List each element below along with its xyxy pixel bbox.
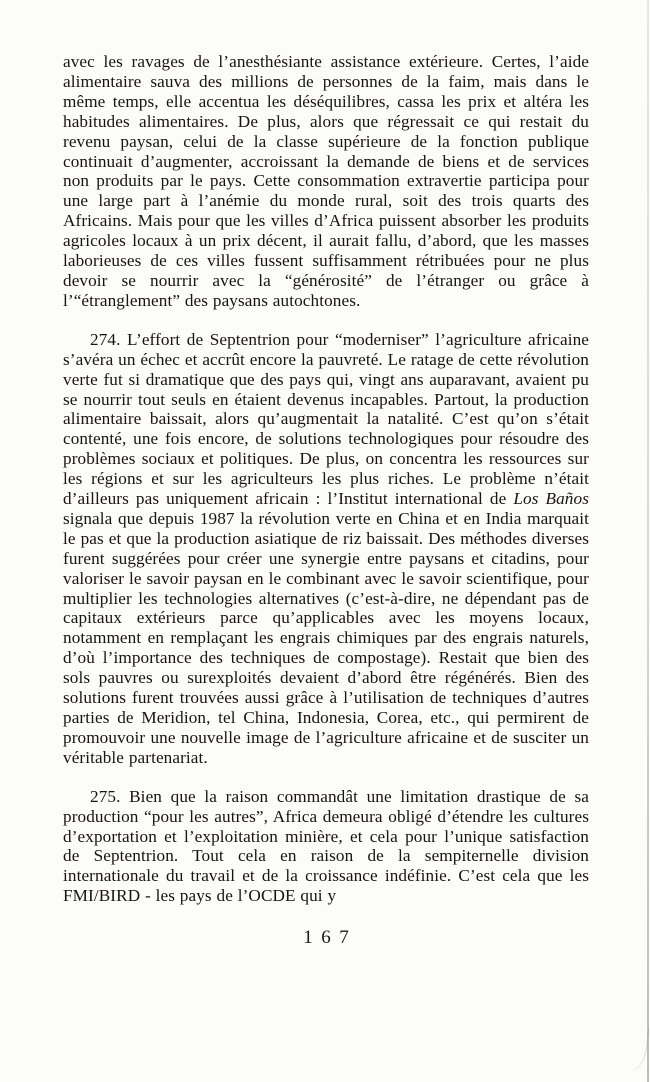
paragraph-continuation: avec les ravages de l’anesthésiante assistance extérieure. Certes, l’aide alimentaire sauva des millions de personnes de la faim, mais dans le même temps, elle accentua les déséquilibres, cassa les prix et altéra les habitudes alimentaires. De plus, alors que régressait ce qui restait du revenu paysan, celui de la classe supérieure de la fonction publique continuait d’augmenter, accroissant la demande de biens et de services non produits par le pays. Cette consommation extravertie participa pour une large part à l’anémie du monde rural, soit des trois quarts des Africains. Mais pour que les villes d’Africa puissent absorber les produits agricoles locaux à un prix décent, il aurait fallu, d’abord, que les masses laborieuses de ces villes fussent suffisamment rétribuées pour ne plus devoir se nourrir avec la “générosité” de l’étranger ou grâce à l’“étranglement” des paysans autochtones. (63, 52, 589, 310)
page-number: 167 (303, 927, 358, 949)
paragraph-274 (63, 330, 589, 768)
scan-corner-artifact (618, 1025, 650, 1074)
paragraph-274-text-after: signala que depuis 1987 la révolution verte en China et en India marquait le pas et que la production asiatique de riz baissait. Des méthodes diverses furent suggérées pour créer une synergie entre paysans et citadins, pour valoriser le savoir paysan en le combinant avec le savoir scientifique, pour multiplier les technologies alternatives (c’est-à-dire, ne dépendant pas de capitaux extérieurs parce qu’applicables avec les moyens locaux, notamment en remplaçant les engrais chimiques par des engrais naturels, d’où l’importance des techniques de compostage). Restait que bien des sols pauvres ou surexploités devaient d’abord être régénérés. Bien des solutions furent trouvées aussi grâce à l’utilisation de techniques d’autres parties de Meridion, tel China, Indonesia, Corea, etc., qui permirent de promouvoir une nouvelle image de l’agriculture africaine et de susciter un véritable partenariat. (63, 508, 589, 767)
paragraph-274-italic-institute-name: Los Baños (513, 489, 589, 509)
paragraph-274-text-before: 274. L’effort de Septentrion pour “moderniser” l’agriculture africaine s’avéra un échec et accrût encore la pauvreté. Le ratage de cette révolution verte fut si dramatique que des pays qui, vingt ans auparavant, avaient pu se nourrir tout seuls en étaient devenus incapables. Partout, la production alimentaire baissait, alors qu’augmentait la natalité. C’est qu’on s’était contenté, une fois encore, de solutions technologiques pour résoudre des problèmes sociaux et politiques. De plus, on concentra les ressources sur les régions et sur les agriculteurs les plus riches. Le problème n’était d’ailleurs pas uniquement africain : l’Institut international de (63, 329, 589, 509)
scan-edge-artifact (647, 0, 649, 1082)
paragraph-275: 275. Bien que la raison commandât une limitation drastique de sa production “pour les autres”, Africa demeura obligé d’étendre les cultures d’exportation et l’exploitation minière, et cela pour l’unique satisfaction de Septentrion. Tout cela en raison de la sempiternelle division internationale du travail et de la croissance indéfinie. C’est cela que les FMI/BIRD - les pays de l’OCDE qui y (63, 786, 589, 906)
